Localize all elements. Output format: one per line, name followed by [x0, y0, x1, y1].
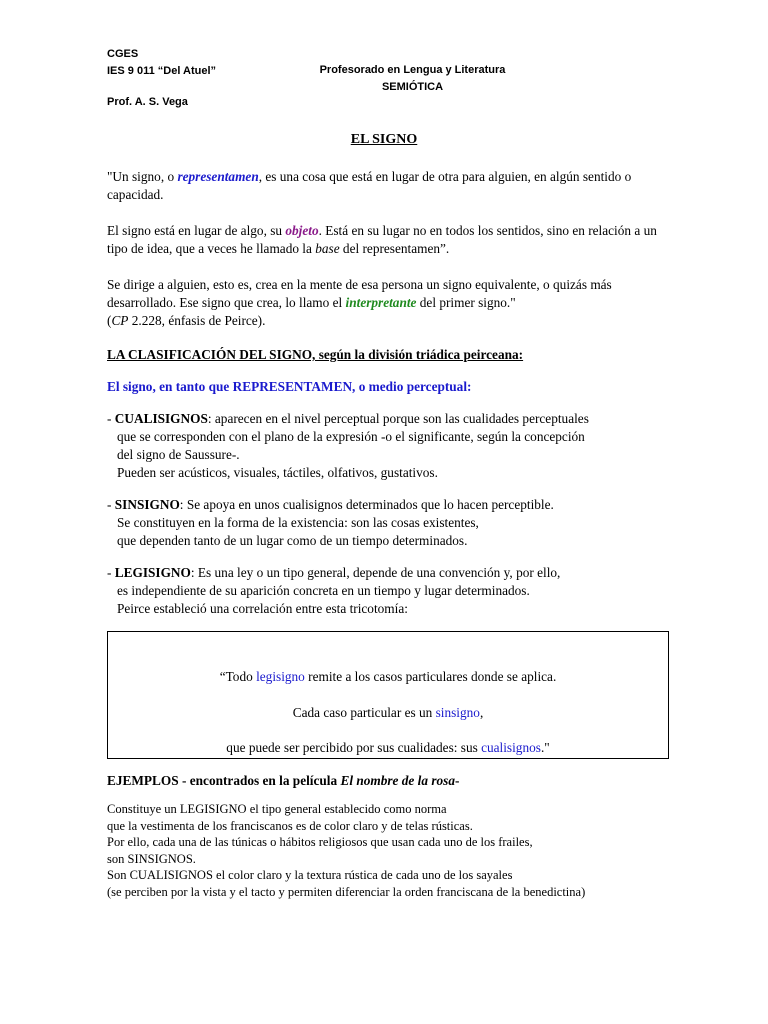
text: del primer signo." [416, 295, 516, 310]
text: del representamen”. [339, 241, 450, 256]
example-line: Constituye un LEGISIGNO el tipo general establecido como norma [107, 802, 447, 816]
text: El signo está en lugar de algo, su [107, 223, 286, 238]
cualisigno-item [107, 410, 672, 428]
text: , [479, 705, 484, 720]
quote-paragraph-3 [107, 276, 672, 312]
example-line: Por ello, cada una de las túnicas o hábitos religiosos que usan cada uno de los frailes, [107, 835, 533, 849]
box-line-3 [108, 740, 668, 756]
examples-section [107, 773, 677, 900]
quote-citation [107, 312, 672, 330]
term-objeto: objeto [285, 223, 319, 238]
text: Cada caso particular es un [292, 705, 436, 720]
header-professor: Prof. A. S. Vega [107, 96, 188, 108]
document-body [107, 168, 672, 618]
text: : Se apoya en unos cualisignos determinados que lo hacen perceptible. [179, 497, 554, 512]
example-line: que la vestimenta de los franciscanos es de color claro y de telas rústicas. [107, 818, 473, 833]
header-course: Profesorado en Lengua y Literatura [319, 64, 506, 76]
term-base: base [315, 241, 340, 256]
text: , es una cosa que está en lugar de otra para alguien, en algún sentido o capacidad. [107, 169, 632, 202]
example-line: Son CUALISIGNOS el color claro y la textura rústica de cada uno de los sayales [107, 868, 513, 882]
sinsigno-item [107, 496, 672, 514]
sinsigno-line: que dependen tanto de un lugar como de un tiempo determinados. [117, 533, 468, 548]
citation-cp: CP [111, 313, 129, 328]
box-term-sinsigno: sinsigno [435, 705, 480, 720]
text: 2.228, énfasis de Peirce). [128, 313, 266, 328]
header-center [290, 62, 535, 96]
text: - [107, 411, 115, 426]
example-line: son SINSIGNOS. [107, 851, 196, 866]
text: “Todo [219, 669, 257, 684]
term-representamen: representamen [177, 169, 259, 184]
term-sinsigno: SINSIGNO [114, 497, 180, 512]
text: - [107, 565, 115, 580]
term-legisigno: LEGISIGNO [114, 565, 191, 580]
classification-title: LA CLASIFICACIÓN DEL SIGNO, según la división triádica peirceana: [107, 347, 524, 362]
cualisigno-line: Pueden ser acústicos, visuales, táctiles, olfativos, gustativos. [117, 465, 438, 480]
legisigno-line: Peirce estableció una correlación entre esta tricotomía: [117, 601, 408, 616]
text: - [107, 497, 115, 512]
header-school: IES 9 011 “Del Atuel” [107, 65, 217, 77]
text: "Un signo, o [107, 169, 178, 184]
box-term-cualisignos: cualisignos [481, 740, 541, 755]
legisigno-line: es independiente de su aparición concreta en un tiempo y lugar determinados. [117, 583, 530, 598]
term-cualisignos: CUALISIGNOS [114, 411, 208, 426]
text: - [454, 773, 460, 788]
cualisigno-line: que se corresponden con el plano de la expresión -o el significante, según la concepción [117, 429, 585, 444]
quote-box [107, 631, 669, 759]
header-subject: SEMIÓTICA [381, 81, 444, 93]
classification-subtitle: El signo, en tanto que REPRESENTAMEN, o medio perceptual: [107, 379, 472, 394]
header-left [107, 46, 216, 111]
box-line-2 [108, 705, 668, 721]
quote-paragraph-2 [107, 222, 672, 258]
quote-paragraph-1 [107, 168, 672, 204]
text: ( [107, 313, 112, 328]
header-institution: CGES [107, 48, 139, 60]
text: . Está en su lugar no en todos los sentidos, sino en relación a un tipo de idea, que a veces he llamado la [107, 223, 657, 256]
sinsigno-line: Se constituyen en la forma de la existencia: son las cosas existentes, [117, 515, 479, 530]
film-title: El nombre de la rosa [340, 773, 455, 788]
box-term-legisigno: legisigno [256, 669, 305, 684]
example-line: (se perciben por la vista y el tacto y permiten diferenciar la orden franciscana de la benedictina) [107, 884, 586, 899]
examples-lines [107, 801, 677, 900]
text: : aparecen en el nivel perceptual porque son las cualidades perceptuales [207, 411, 589, 426]
legisigno-item [107, 564, 672, 582]
text: remite a los casos particulares donde se aplica. [304, 669, 557, 684]
document-title: EL SIGNO [350, 132, 418, 147]
text: que puede ser percibido por sus cualidades: sus [226, 740, 482, 755]
text: : Es una ley o un tipo general, depende de una convención y, por ello, [190, 565, 561, 580]
examples-title [107, 773, 677, 789]
text: ." [540, 740, 550, 755]
box-line-1 [108, 669, 668, 685]
text: EJEMPLOS - encontrados en la película [107, 773, 341, 788]
cualisigno-line: del signo de Saussure-. [117, 447, 240, 462]
text: Se dirige a alguien, esto es, crea en la mente de esa persona un signo equivalente, o quizás más desarrollado. Ese signo que crea, lo llamo el [107, 277, 612, 310]
term-interpretante: interpretante [345, 295, 417, 310]
